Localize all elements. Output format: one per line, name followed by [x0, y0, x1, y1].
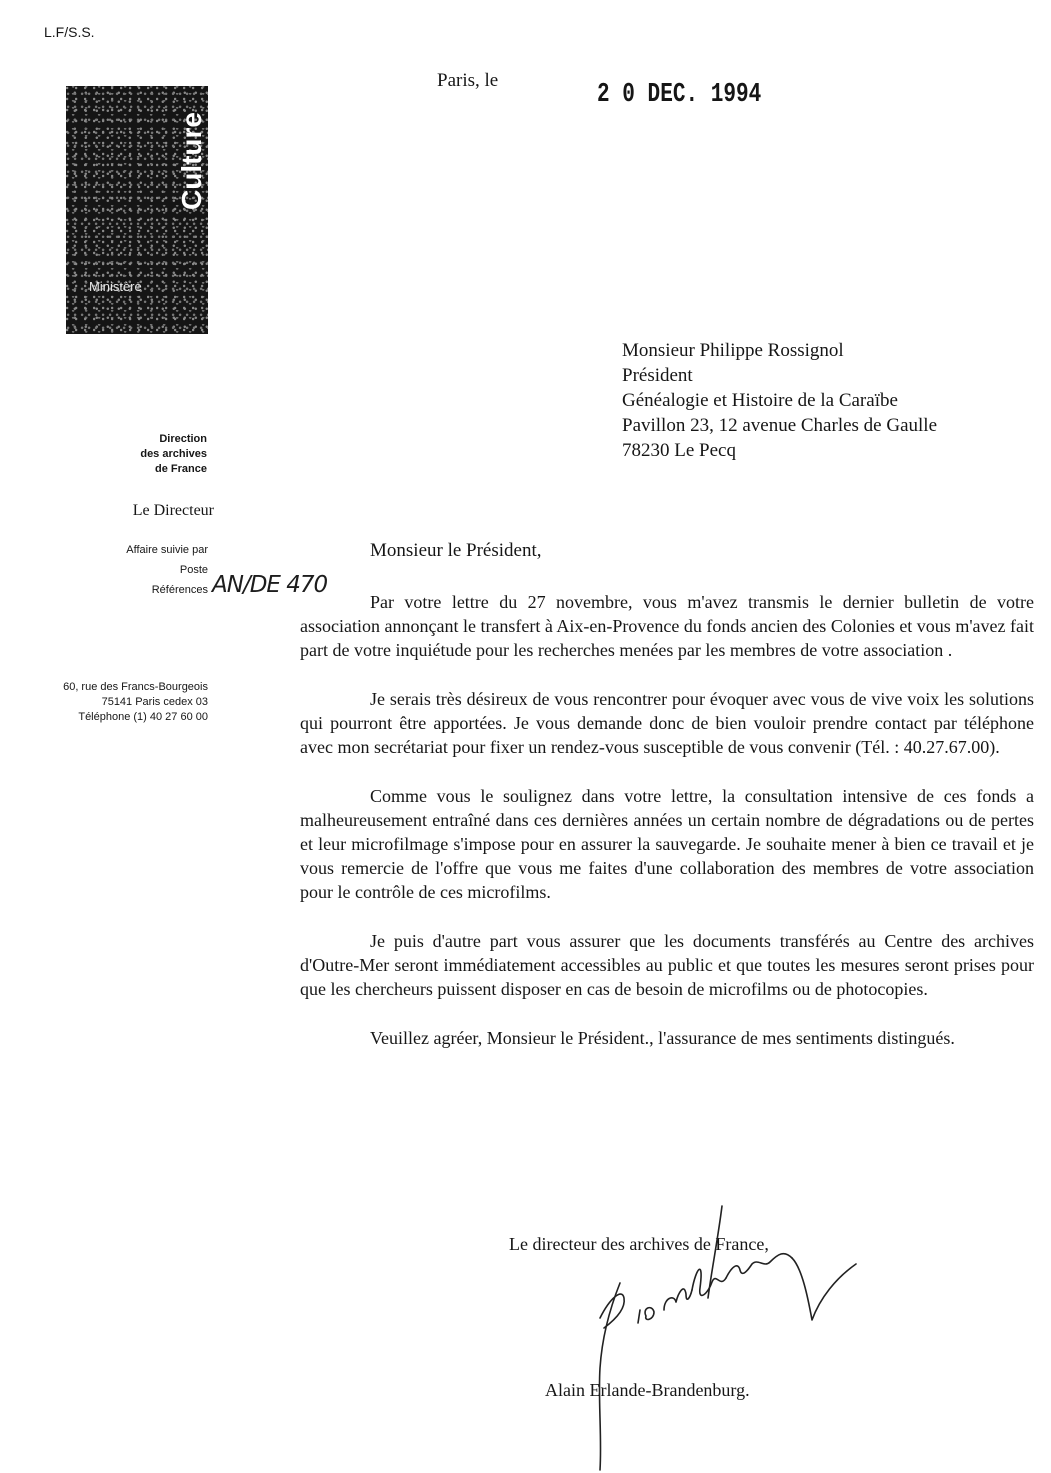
handwritten-signature — [580, 1198, 870, 1473]
file-meta — [80, 540, 208, 600]
recipient-line: Pavillon 23, 12 avenue Charles de Gaulle — [622, 415, 938, 436]
department-line: Direction — [159, 433, 207, 445]
meta-poste: Poste — [179, 564, 208, 576]
reference-code: L.F/S.S. — [44, 24, 95, 40]
body-paragraph: Comme vous le soulignez dans votre lettre, la consultation intensive de ces fonds a malheureusement entraîné dans ces dernières années un certain nombre de dégradations ou de pertes et leur microfilmage s'impose pour en assurer la sauvegarde. Je souhaite mener à bien ce travail et je vous remercie de l'offre que vous me faites d'une collaboration des membres de votre association pour le contrôle de ces microfilms. — [300, 786, 1034, 902]
body-paragraph: Par votre lettre du 27 novembre, vous m'avez transmis le dernier bulletin de votre association annonçant le transfert à Aix-en-Provence du fonds ancien des Colonies et vous m'avez fait part de votre inquiétude pour les recherches menées par les membres de votre association . — [300, 592, 1035, 660]
salutation: Monsieur le Président, — [370, 540, 542, 561]
signatory-name: Alain Erlande-Brandenburg. — [545, 1380, 750, 1400]
date-stamp: 2 0 DEC. 1994 — [597, 80, 762, 110]
department-block — [110, 432, 207, 477]
sender-title: Le Directeur — [132, 502, 214, 519]
address-line: Téléphone (1) 40 27 60 00 — [78, 711, 208, 723]
logo-culture-text: Culture — [176, 112, 207, 210]
place-label: Paris, le — [437, 70, 499, 91]
handwritten-reference: AN/DE 470 — [212, 572, 328, 598]
ministry-logo — [66, 86, 246, 334]
recipient-line: Président — [622, 365, 693, 386]
logo-francophonie-text: Francophonie — [214, 134, 246, 326]
sender-address — [22, 680, 208, 725]
meta-references: Références — [151, 584, 208, 596]
department-line: des archives — [140, 448, 207, 460]
letter-body — [300, 590, 1034, 1075]
recipient-block — [622, 338, 937, 463]
body-paragraph: Je serais très désireux de vous rencontrer pour évoquer avec vous de vive voix les solutions qui pourront être apportées. Je vous demande donc de bien vouloir prendre contact par téléphone avec mon secrétariat pour fixer un rendez-vous susceptible de vous convenir (Tél. : 40.27.67.00). — [300, 689, 1034, 757]
body-paragraph: Je puis d'autre part vous assurer que les documents transférés au Centre des archives d'Outre-Mer seront immédiatement accessibles au public et que toutes les mesures seront prises pour que les chercheurs puissent disposer en cas de besoin de microfilms ou de photocopies. — [300, 931, 1034, 999]
recipient-line: Généalogie et Histoire de la Caraïbe — [622, 390, 898, 411]
department-line: de France — [155, 463, 207, 475]
meta-affaire: Affaire suivie par — [126, 544, 208, 556]
body-paragraph: Veuillez agréer, Monsieur le Président., l'assurance de mes sentiments distingués. — [370, 1028, 955, 1048]
closing-line: Le directeur des archives de France, — [509, 1234, 769, 1254]
recipient-line: 78230 Le Pecq — [622, 440, 736, 461]
address-line: 75141 Paris cedex 03 — [101, 696, 208, 708]
logo-ministere-text: Ministère — [89, 279, 142, 294]
recipient-line: Monsieur Philippe Rossignol — [622, 340, 844, 361]
address-line: 60, rue des Francs-Bourgeois — [63, 681, 208, 693]
